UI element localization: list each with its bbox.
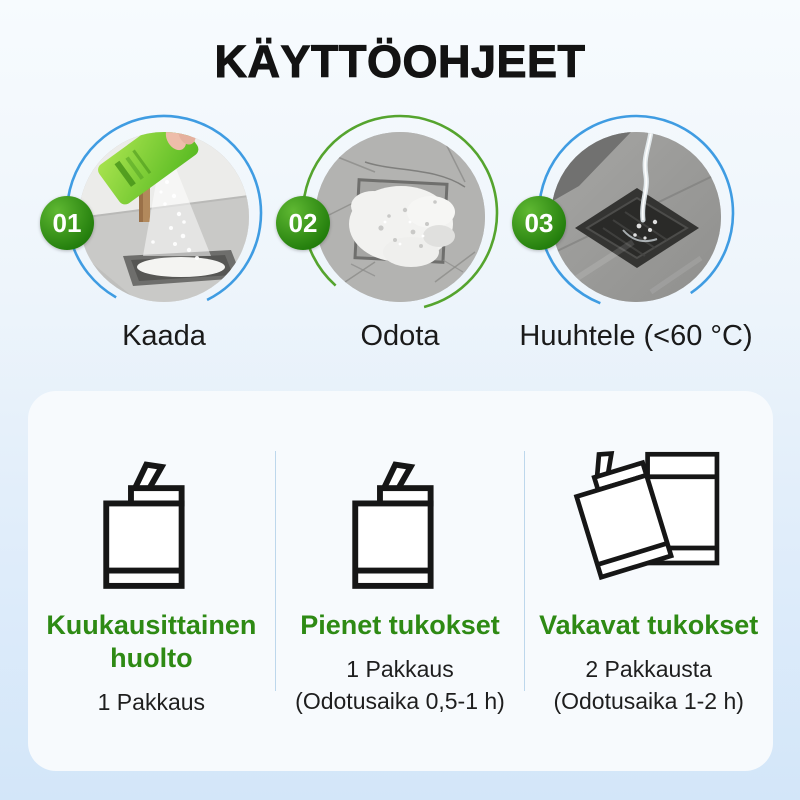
dosage-col-small-clogs bbox=[276, 441, 524, 719]
step-pour bbox=[52, 112, 265, 353]
step-1-badge bbox=[40, 196, 94, 250]
dosage-line-1: 1 Pakkaus bbox=[346, 655, 454, 682]
step-rinse bbox=[519, 112, 753, 353]
step-3-badge bbox=[512, 196, 566, 250]
dosage-line-1: 1 Pakkaus bbox=[97, 688, 206, 715]
steps-row bbox=[0, 112, 800, 353]
double-sachet-icon bbox=[567, 443, 731, 593]
step-2-number: 02 bbox=[288, 207, 318, 238]
single-sachet-icon bbox=[347, 461, 453, 593]
dosage-line-2: (Odotusaika 0,5-1 h) bbox=[295, 688, 505, 715]
icon-box-2 bbox=[347, 441, 453, 593]
dosage-heading-monthly: Kuukausittainen huolto bbox=[46, 610, 257, 673]
step-2-circle bbox=[288, 112, 501, 314]
dosage-col-monthly bbox=[28, 441, 276, 719]
photo-pour-powder bbox=[79, 132, 249, 302]
step-3-circle bbox=[524, 112, 737, 314]
step-3-number: 03 bbox=[524, 207, 554, 238]
single-sachet-icon bbox=[98, 461, 204, 593]
dosage-line-1: 2 Pakkausta bbox=[585, 655, 712, 682]
page-title: KÄYTTÖOHJEET bbox=[214, 36, 586, 87]
icon-box-1 bbox=[98, 441, 204, 593]
step-3-caption: Huuhtele (<60 °C) bbox=[519, 320, 753, 352]
dosage-line-2: (Odotusaika 1-2 h) bbox=[553, 688, 744, 715]
step-wait bbox=[288, 112, 501, 353]
step-2-badge bbox=[276, 196, 330, 250]
dosage-heading-small: Pienet tukokset bbox=[300, 610, 500, 640]
dosage-col-severe-clogs bbox=[525, 441, 773, 719]
dosage-heading-severe: Vakavat tukokset bbox=[539, 610, 759, 640]
photo-foam-wait bbox=[315, 132, 485, 302]
photo-rinse-water bbox=[551, 132, 721, 302]
dosage-card bbox=[28, 391, 773, 771]
icon-box-3 bbox=[567, 441, 731, 593]
step-2-caption: Odota bbox=[360, 320, 440, 352]
step-1-number: 01 bbox=[52, 207, 82, 238]
step-1-caption: Kaada bbox=[122, 320, 206, 352]
step-1-circle bbox=[52, 112, 265, 314]
